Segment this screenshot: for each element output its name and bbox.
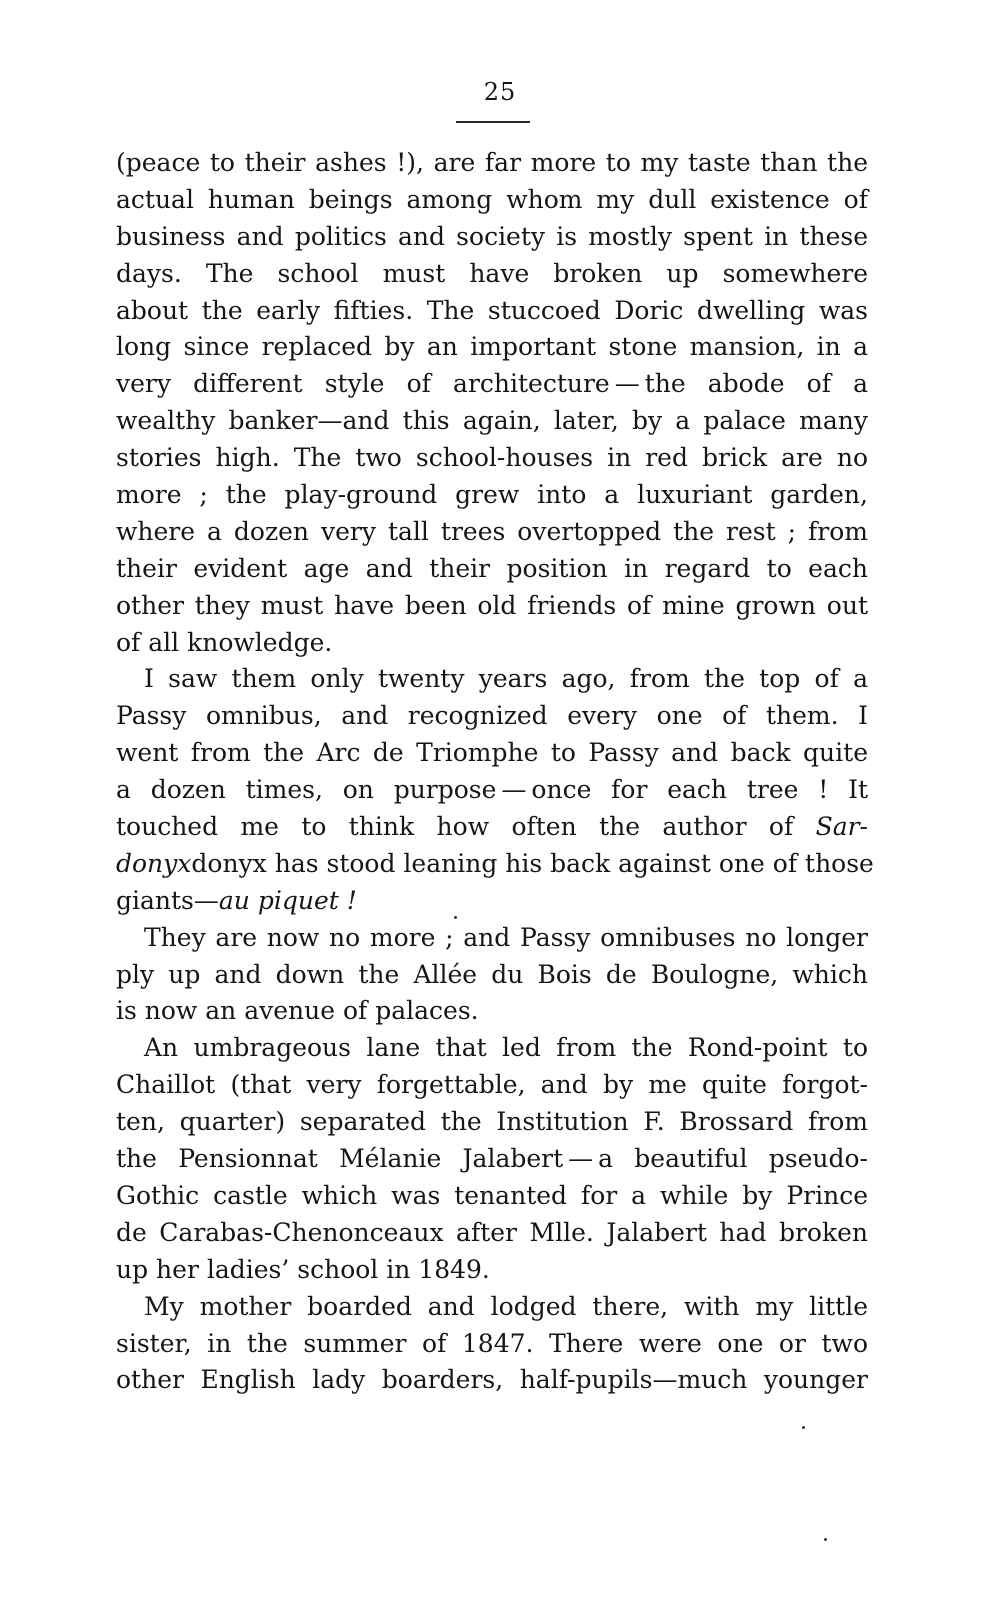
page-number: 25 [483,78,517,106]
text-line: days. The school must have broken up somewhere [116,258,868,288]
text-line: other they must have been old friends of mine grown out [116,590,868,620]
text-line: their evident age and their position in regard to each [116,553,868,583]
body-text [116,145,874,1399]
paragraph-start-line: I saw them only twenty years ago, from the top of a [144,664,868,694]
text-line: other English lady boarders, half-pupils—much younger [116,1365,868,1395]
text-line: actual human beings among whom my dull existence of [116,184,868,214]
italic-title-part: donyx [116,848,192,878]
italic-phrase: au piquet ! [218,885,357,915]
text-line: sister, in the summer of 1847. There were one or two [116,1328,868,1358]
paragraph-start-line: They are now no more ; and Passy omnibuses no longer [144,922,868,952]
line-text: donyx has stood leaning his back against one of those [191,848,874,878]
text-line: de Carabas-Chenonceaux after Mlle. Jalabert had broken [116,1217,868,1247]
text-line: a dozen times, on purpose — once for each tree ! It [116,775,868,805]
text-line: Gothic castle which was tenanted for a while by Prince [116,1180,868,1210]
text-line: (peace to their ashes !), are far more to my taste than the [116,148,868,177]
print-speck [454,916,457,919]
text-line: wealthy banker—and this again, later, by a palace many [116,406,868,436]
text-line: long since replaced by an important stone mansion, in a [116,332,868,362]
line-text: giants— [116,885,219,915]
text-line: stories high. The two school-houses in red brick are no [116,443,868,473]
print-speck [824,1538,827,1541]
line-text: touched me to think how often the author of [116,812,816,842]
text-line: very different style of architecture — the abode of a [116,369,868,399]
italic-title-part: Sar- [815,812,868,842]
paragraph-start-line: An umbrageous lane that led from the Rond-point to [144,1033,868,1063]
text-line-with-italic [116,846,874,883]
text-line: about the early fifties. The stuccoed Doric dwelling was [116,295,868,325]
text-line: Chaillot (that very forgettable, and by me quite forgot- [116,1070,868,1100]
text-line: ten, quarter) separated the Institution F. Brossard from [116,1107,868,1137]
text-line: ply up and down the Allée du Bois de Boulogne, which [116,959,868,989]
text-line: more ; the play-ground grew into a luxuriant garden, [116,480,868,510]
text-line-with-italic [116,883,868,920]
header-rule [456,121,530,123]
text-line: is now an avenue of palaces. [116,996,479,1026]
text-line: Passy omnibus, and recognized every one of them. I [116,701,868,731]
text-line-with-italic [116,809,868,846]
text-line: the Pensionnat Mélanie Jalabert — a beautiful pseudo- [116,1144,868,1174]
paragraph-start-line: My mother boarded and lodged there, with my little [144,1291,868,1321]
text-line: up her ladies’ school in 1849. [116,1254,490,1284]
text-line: went from the Arc de Triomphe to Passy and back quite [116,738,868,768]
print-speck [802,1426,805,1429]
text-line: of all knowledge. [116,627,333,657]
text-line: business and politics and society is mostly spent in these [116,221,868,251]
text-line: where a dozen very tall trees overtopped the rest ; from [116,516,868,546]
